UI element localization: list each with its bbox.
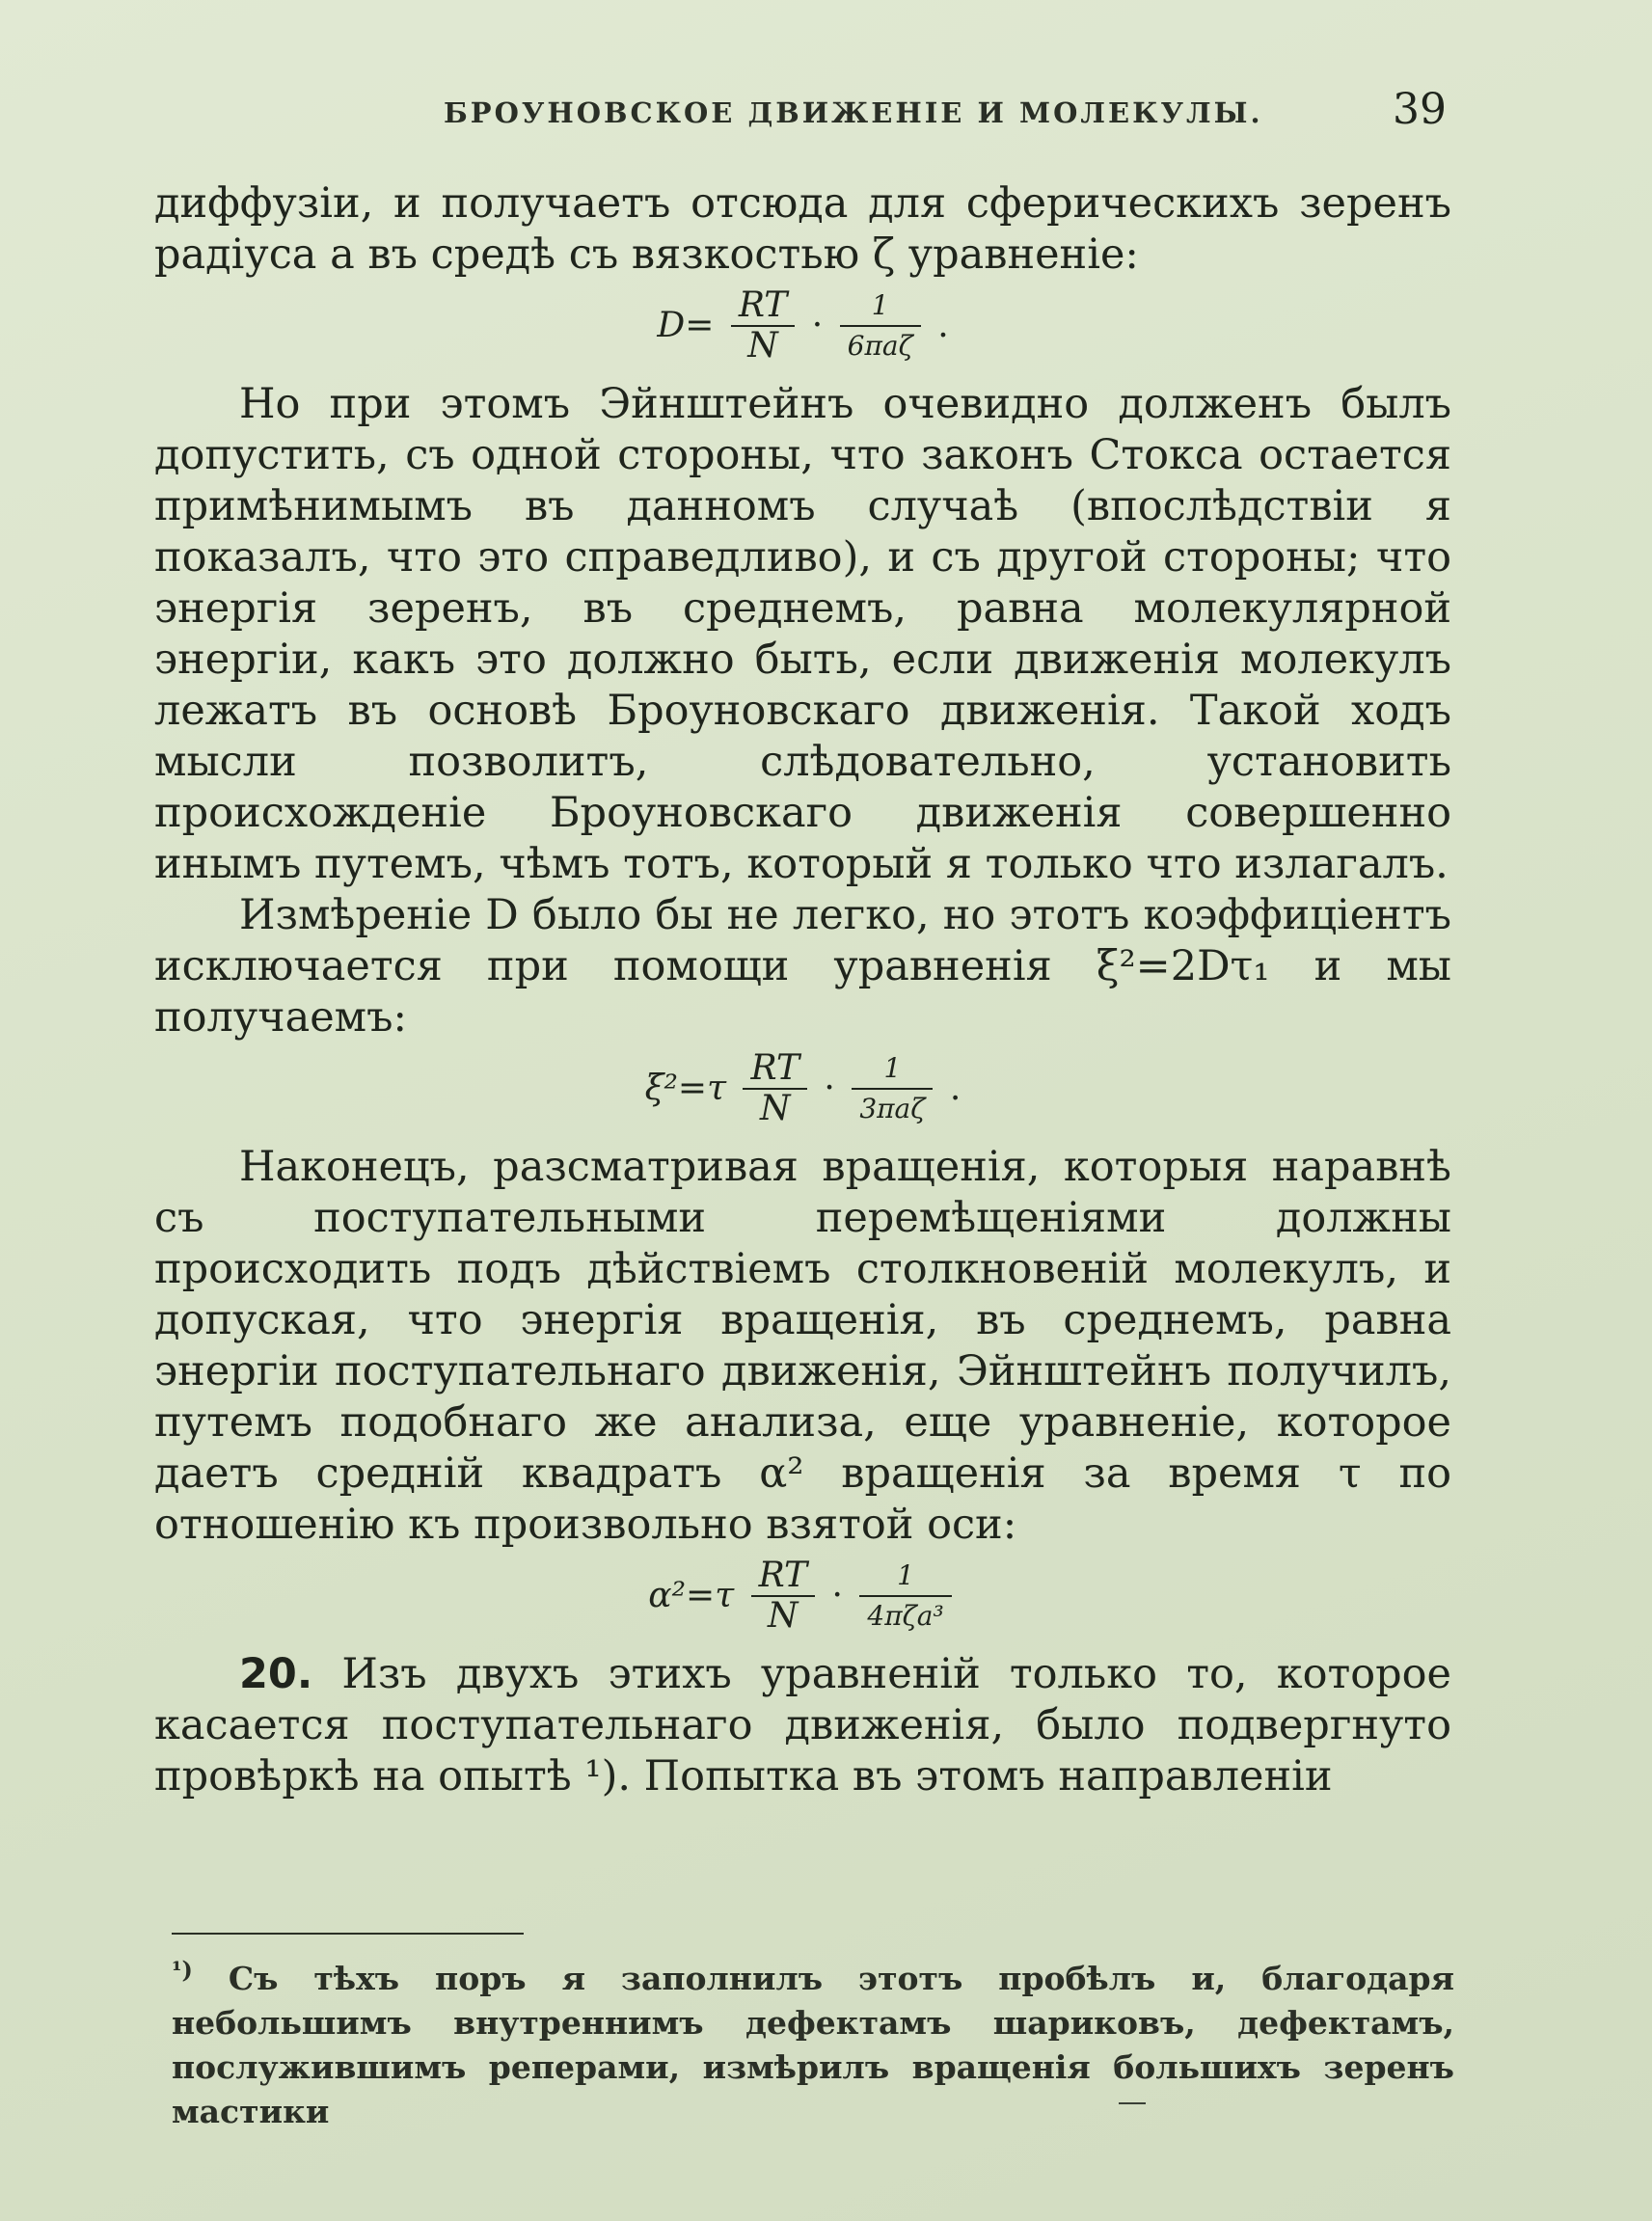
catchword-dash — [1119, 2102, 1146, 2104]
footnote — [172, 1948, 1454, 2134]
eq2-den1: N — [759, 1089, 791, 1128]
eq1-den2: 6πaζ — [847, 330, 913, 362]
eq2-end: . — [949, 1069, 961, 1108]
equation-rotation — [154, 1557, 1451, 1636]
eq1-num2: 1 — [840, 286, 921, 327]
eq2-den2: 3πaζ — [859, 1093, 926, 1124]
footnote-divider — [172, 1933, 524, 1935]
paragraph-3: Измѣреніе D было бы не легко, но этотъ коэффиціентъ исключается при помощи уравненія ξ²=2Dτ₁ и мы получаемъ: — [154, 891, 1451, 1042]
eq1-frac-stokes — [840, 286, 921, 366]
eq2-num1: RT — [743, 1049, 806, 1090]
eq3-den2: 4πζa³ — [867, 1600, 944, 1632]
eq1-dot: · — [811, 306, 824, 345]
main-text — [154, 178, 1451, 1802]
eq3-lhs: α²=τ — [648, 1576, 735, 1615]
eq2-num2: 1 — [852, 1049, 933, 1090]
running-title: БРОУНОВСКОЕ ДВИЖЕНІЕ И МОЛЕКУЛЫ. — [444, 96, 1263, 129]
eq3-dot: · — [831, 1576, 843, 1615]
eq1-den1: N — [747, 326, 778, 366]
section-number: 20. — [239, 1650, 313, 1698]
page-number: 39 — [1393, 85, 1447, 134]
equation-diffusion — [154, 286, 1451, 366]
footnote-mark: ¹) — [172, 1956, 193, 1984]
eq3-frac-rt-n — [751, 1557, 815, 1636]
paragraph-5 — [154, 1649, 1451, 1802]
eq3-frac-rotation — [859, 1557, 951, 1636]
eq2-dot: · — [824, 1069, 835, 1108]
eq1-lhs: D= — [657, 306, 715, 345]
eq2-frac-stokes — [852, 1049, 933, 1128]
footnote-text: Съ тѣхъ поръ я заполнилъ этотъ пробѣлъ и, благодаря небольшимъ внутреннимъ дефектамъ шариковъ, дефектамъ, послужившимъ реперами, измѣрилъ вращенія большихъ зеренъ мастики — [172, 1960, 1454, 2130]
eq2-lhs: ξ²=τ — [644, 1069, 727, 1108]
eq1-frac-rt-n — [731, 286, 795, 366]
paragraph-2: Но при этомъ Эйнштейнъ очевидно долженъ былъ допустить, съ одной стороны, что законъ Стокса остается примѣнимымъ въ данномъ случаѣ (впослѣдствіи я показалъ, что это справедливо), и съ другой стороны; что энергія зеренъ, въ среднемъ, равна молекулярной энергіи, какъ это должно быть, если движенія молекулъ лежатъ въ основѣ Броуновскаго движенія. Такой ходъ мысли позволитъ, слѣдовательно, установить происхожденіе Броуновскаго движенія совершенно инымъ путемъ, чѣмъ тотъ, который я только что излагалъ. — [154, 380, 1451, 888]
equation-displacement — [154, 1049, 1451, 1128]
eq3-num2: 1 — [859, 1557, 951, 1597]
paragraph-5-text: Изъ двухъ этихъ уравненій только то, которое касается поступательнаго движенія, было подвергнуто провѣркѣ на опытѣ ¹). Попытка въ этомъ направленіи — [154, 1650, 1452, 1801]
page-header — [154, 85, 1447, 143]
eq2-frac-rt-n — [743, 1049, 806, 1128]
paragraph-1: диффузіи, и получаетъ отсюда для сферическихъ зеренъ радіуса a въ средѣ съ вязкостью ζ уравненіе: — [154, 179, 1451, 279]
eq1-num1: RT — [731, 286, 795, 327]
paragraph-4: Наконецъ, разсматривая вращенія, которыя наравнѣ съ поступательными перемѣщеніями должны происходить подъ дѣйствіемъ столкновеній молекулъ, и допуская, что энергія вращенія, въ среднемъ, равна энергіи поступательнаго движенія, Эйнштейнъ получилъ, путемъ подобнаго же анализа, еще уравненіе, которое даетъ средній квадратъ α² вращенія за время τ по отношенію къ произвольно взятой оси: — [154, 1143, 1451, 1549]
eq3-den1: N — [768, 1596, 799, 1636]
eq3-num1: RT — [751, 1557, 815, 1597]
eq1-end: . — [937, 306, 949, 345]
